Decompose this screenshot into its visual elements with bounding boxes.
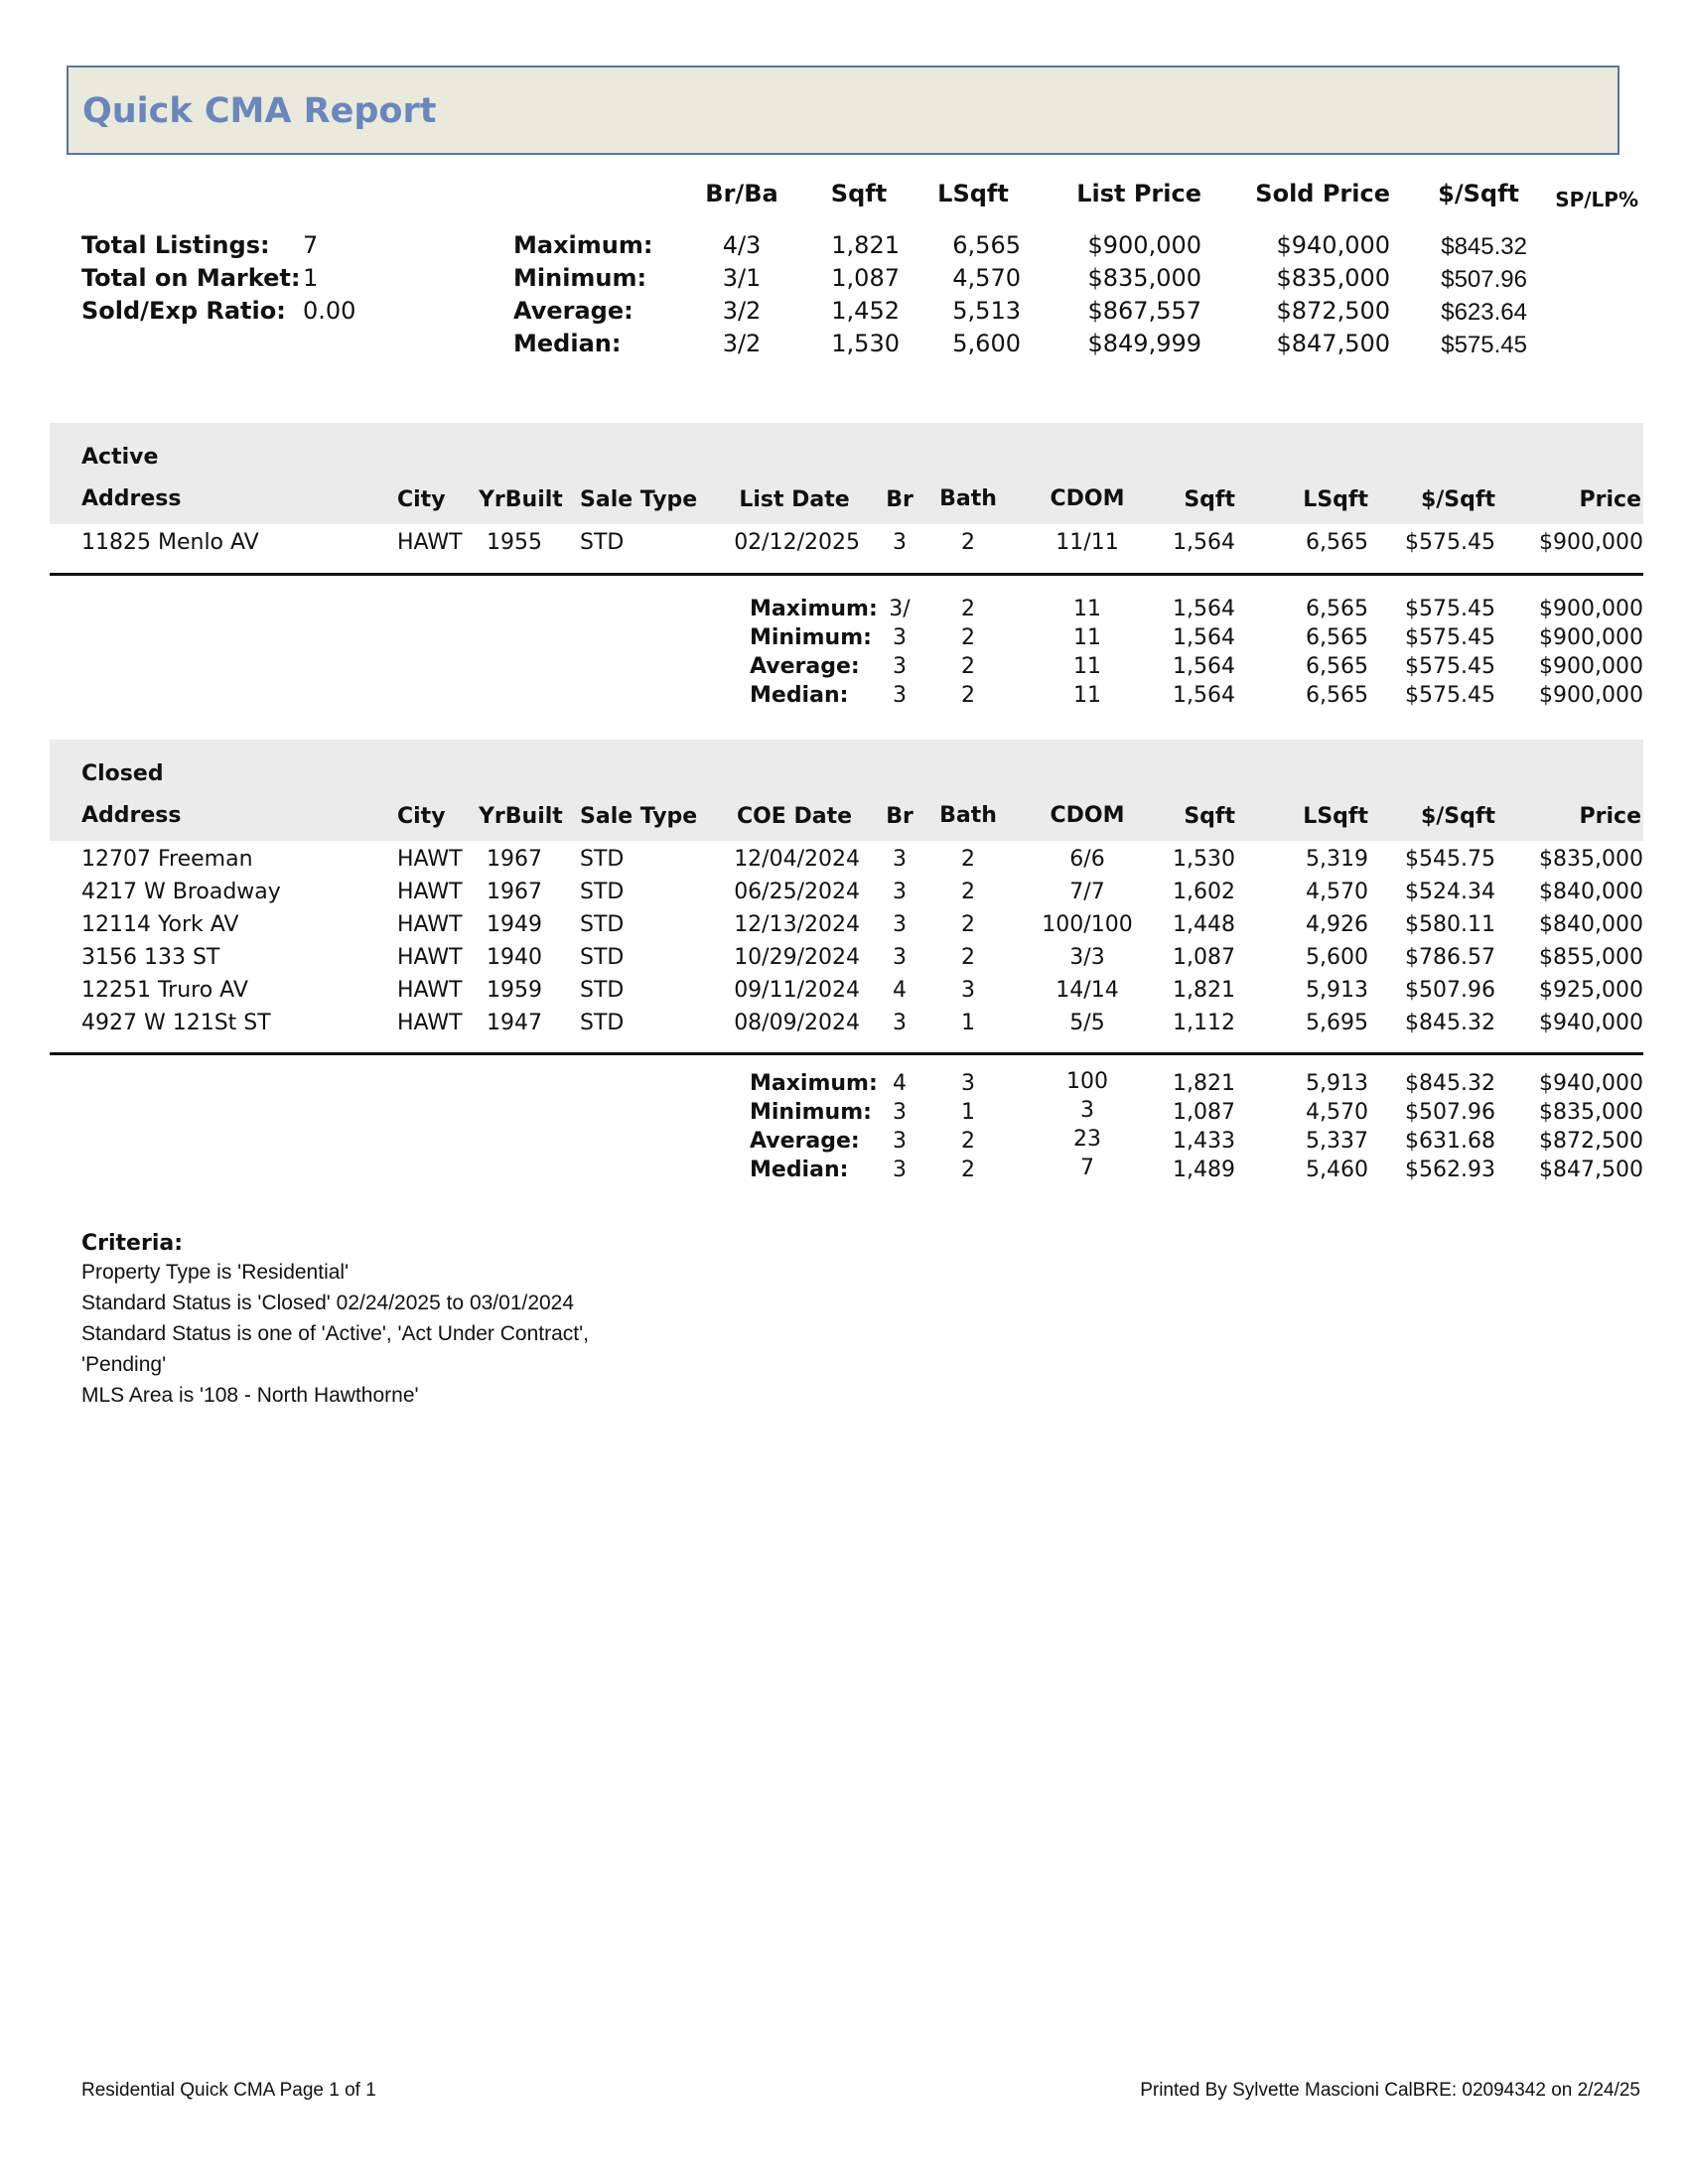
cell-city: HAWT [397,945,463,970]
cell-city: HAWT [397,880,463,904]
stat-label: Median: [513,330,622,357]
stat-label: Average: [750,654,860,679]
cell-price: $900,000 [1539,530,1643,555]
summary-col-lsqft: LSqft [937,180,1009,207]
stat-price-sqft: $631.68 [1405,1129,1495,1154]
total-listings-label: Total Listings: [81,231,270,259]
col-city: City [397,804,446,829]
cell-lsqft: 5,319 [1306,847,1368,872]
cell-br: 3 [893,530,907,555]
stat-lsqft: 5,913 [1306,1071,1368,1096]
stat-bath: 2 [961,625,975,650]
stat-price: $835,000 [1539,1100,1643,1125]
cell-price-sqft: $580.11 [1405,912,1495,937]
cell-lsqft: 6,565 [1306,530,1368,555]
cell-price-sqft: $507.96 [1405,978,1495,1003]
stat-price-sqft: $845.32 [1405,1071,1495,1096]
cell-sqft: 1,821 [1173,978,1235,1003]
stat-cdom: 11 [1073,654,1101,679]
cell-bath: 2 [961,912,975,937]
cell-sale-type: STD [580,978,625,1003]
stat-br: 3 [893,1129,907,1154]
cell-cdom: 7/7 [1069,880,1105,904]
stat-price-sqft: $575.45 [1441,332,1527,358]
cell-lsqft: 4,570 [1306,880,1368,904]
cell-sale-type: STD [580,880,625,904]
cell-bath: 2 [961,880,975,904]
cell-cdom: 11/11 [1055,530,1119,555]
cell-yrbuilt: 1959 [487,978,542,1003]
stat-price: $900,000 [1539,625,1643,650]
col-address: Address [81,486,182,511]
sold-exp-ratio-label: Sold/Exp Ratio: [81,297,286,325]
stat-list-price: $835,000 [1087,264,1201,292]
stat-price: $900,000 [1539,597,1643,621]
stat-label: Minimum: [513,264,647,292]
stat-lsqft: 5,460 [1306,1158,1368,1182]
stat-price: $940,000 [1539,1071,1643,1096]
stat-br-ba: 3/2 [722,297,762,325]
stat-bath: 2 [961,654,975,679]
cell-address: 3156 133 ST [81,945,220,970]
stat-price-sqft: $562.93 [1405,1158,1495,1182]
stat-price: $872,500 [1539,1129,1643,1154]
col-sqft: Sqft [1184,804,1235,829]
stat-br: 3 [893,625,907,650]
cell-sqft: 1,602 [1173,880,1235,904]
cell-cdom: 100/100 [1042,912,1133,937]
col-sale-type: Sale Type [580,804,698,829]
col-lsqft: LSqft [1303,487,1368,512]
stat-price-sqft: $575.45 [1405,625,1495,650]
col-lsqft: LSqft [1303,804,1368,829]
stat-sqft: 1,564 [1173,625,1235,650]
cell-price-sqft: $575.45 [1405,530,1495,555]
stat-price: $847,500 [1539,1158,1643,1182]
cell-bath: 2 [961,847,975,872]
cell-bath: 3 [961,978,975,1003]
cell-br: 3 [893,945,907,970]
cell-price: $940,000 [1539,1011,1643,1035]
stat-price-sqft: $507.96 [1441,266,1527,293]
cell-price: $840,000 [1539,880,1643,904]
cell-address: 12707 Freeman [81,847,253,872]
stat-bath: 2 [961,597,975,621]
cell-date: 02/12/2025 [734,530,860,555]
cell-date: 12/04/2024 [734,847,860,872]
cell-br: 3 [893,912,907,937]
cell-date: 09/11/2024 [734,978,860,1003]
stat-cdom: 100 [1066,1069,1108,1094]
col-price-sqft: $/Sqft [1420,487,1495,512]
cell-sqft: 1,087 [1173,945,1235,970]
cell-sale-type: STD [580,912,625,937]
cell-bath: 2 [961,945,975,970]
stat-label: Average: [513,297,633,325]
stat-list-price: $900,000 [1087,231,1201,259]
col-sqft: Sqft [1184,487,1235,512]
stat-label: Maximum: [750,597,878,621]
cell-sale-type: STD [580,847,625,872]
stat-lsqft: 6,565 [1306,654,1368,679]
cell-price: $855,000 [1539,945,1643,970]
stat-br-ba: 4/3 [722,231,762,259]
total-listings-value: 7 [303,231,319,259]
criteria-line: Standard Status is one of 'Active', 'Act Under Contract', [81,1322,589,1345]
cell-date: 08/09/2024 [734,1011,860,1035]
cell-sqft: 1,530 [1173,847,1235,872]
col-city: City [397,487,446,512]
cell-br: 3 [893,847,907,872]
total-on-market-label: Total on Market: [81,264,301,292]
stat-label: Minimum: [750,625,872,650]
cell-sale-type: STD [580,530,625,555]
stat-bath: 2 [961,683,975,708]
stat-br: 3 [893,654,907,679]
cell-sale-type: STD [580,945,625,970]
stat-lsqft: 6,565 [1306,597,1368,621]
cell-cdom: 6/6 [1069,847,1105,872]
cell-date: 06/25/2024 [734,880,860,904]
col-bath: Bath [939,803,997,828]
stat-price-sqft: $575.45 [1405,597,1495,621]
page-title: Quick CMA Report [82,91,437,131]
stat-list-price: $849,999 [1087,330,1201,357]
stat-lsqft: 4,570 [1306,1100,1368,1125]
stat-lsqft: 5,600 [952,330,1021,357]
stat-sold-price: $847,500 [1276,330,1390,357]
stat-price-sqft: $507.96 [1405,1100,1495,1125]
summary-col-sold-price: Sold Price [1255,180,1390,207]
cell-yrbuilt: 1947 [487,1011,542,1035]
stat-br-ba: 3/1 [722,264,762,292]
footer-printed-by: Printed By Sylvette Mascioni CalBRE: 02094342 on 2/24/25 [1140,2080,1640,2101]
summary-col-br-ba: Br/Ba [705,180,778,207]
cell-price-sqft: $786.57 [1405,945,1495,970]
cell-br: 3 [893,1011,907,1035]
stat-label: Median: [750,1158,849,1182]
col-coe-date: COE Date [736,804,853,829]
cell-price-sqft: $524.34 [1405,880,1495,904]
stat-price-sqft: $623.64 [1441,299,1527,326]
stat-cdom: 11 [1073,683,1101,708]
cell-cdom: 3/3 [1069,945,1105,970]
stat-sqft: 1,821 [1173,1071,1235,1096]
col-price-sqft: $/Sqft [1420,804,1495,829]
stat-bath: 2 [961,1158,975,1182]
stat-sqft: 1,564 [1173,683,1235,708]
stat-lsqft: 6,565 [952,231,1021,259]
stat-list-price: $867,557 [1087,297,1201,325]
summary-col-sp-lp: SP/LP% [1555,188,1638,211]
col-bath: Bath [939,486,997,511]
summary-col-list-price: List Price [1076,180,1201,207]
stat-sqft: 1,564 [1173,654,1235,679]
cell-price-sqft: $545.75 [1405,847,1495,872]
closed-divider [50,1052,1643,1055]
cell-price: $835,000 [1539,847,1643,872]
col-cdom: CDOM [1050,486,1125,511]
stat-lsqft: 5,337 [1306,1129,1368,1154]
stat-label: Minimum: [750,1100,872,1125]
stat-sqft: 1,452 [831,297,900,325]
stat-sqft: 1,564 [1173,597,1235,621]
stat-lsqft: 4,570 [952,264,1021,292]
sold-exp-ratio-value: 0.00 [303,297,356,325]
summary-col-price-sqft: $/Sqft [1438,180,1519,207]
cell-sqft: 1,112 [1173,1011,1235,1035]
cell-address: 11825 Menlo AV [81,530,259,555]
closed-section-label: Closed [81,761,164,786]
cell-city: HAWT [397,530,463,555]
cell-city: HAWT [397,847,463,872]
cell-yrbuilt: 1940 [487,945,542,970]
stat-sold-price: $835,000 [1276,264,1390,292]
cell-lsqft: 5,600 [1306,945,1368,970]
cell-yrbuilt: 1955 [487,530,542,555]
cell-sqft: 1,448 [1173,912,1235,937]
summary-col-sqft: Sqft [830,180,888,207]
cell-price: $840,000 [1539,912,1643,937]
stat-sqft: 1,433 [1173,1129,1235,1154]
criteria-label: Criteria: [81,1231,184,1256]
stat-sqft: 1,530 [831,330,900,357]
stat-bath: 2 [961,1129,975,1154]
stat-cdom: 11 [1073,625,1101,650]
cell-address: 4927 W 121St ST [81,1011,271,1035]
stat-price-sqft: $845.32 [1441,233,1527,260]
col-price: Price [1579,487,1641,512]
stat-sold-price: $940,000 [1276,231,1390,259]
col-cdom: CDOM [1050,803,1125,828]
stat-cdom: 3 [1080,1098,1094,1123]
stat-label: Median: [750,683,849,708]
active-section-label: Active [81,445,159,470]
criteria-line: Property Type is 'Residential' [81,1261,350,1284]
cell-cdom: 14/14 [1055,978,1119,1003]
cell-date: 10/29/2024 [734,945,860,970]
stat-cdom: 11 [1073,597,1101,621]
cell-cdom: 5/5 [1069,1011,1105,1035]
col-price: Price [1579,804,1641,829]
cell-yrbuilt: 1967 [487,880,542,904]
stat-bath: 3 [961,1071,975,1096]
col-br: Br [886,804,914,829]
stat-lsqft: 6,565 [1306,683,1368,708]
col-list-date: List Date [739,487,850,512]
cell-sale-type: STD [580,1011,625,1035]
col-address: Address [81,803,182,828]
cell-lsqft: 4,926 [1306,912,1368,937]
cell-city: HAWT [397,912,463,937]
active-divider [50,573,1643,576]
cell-lsqft: 5,913 [1306,978,1368,1003]
title-banner [67,66,1619,155]
stat-sqft: 1,821 [831,231,900,259]
stat-label: Maximum: [513,231,653,259]
stat-sqft: 1,489 [1173,1158,1235,1182]
stat-price: $900,000 [1539,654,1643,679]
criteria-line: 'Pending' [81,1353,167,1376]
col-sale-type: Sale Type [580,487,698,512]
stat-br: 3 [893,683,907,708]
cell-address: 12251 Truro AV [81,978,248,1003]
criteria-line: MLS Area is '108 - North Hawthorne' [81,1384,419,1407]
stat-br: 3 [893,1100,907,1125]
col-yrbuilt: YrBuilt [479,487,563,512]
stat-br-ba: 3/2 [722,330,762,357]
footer-page-info: Residential Quick CMA Page 1 of 1 [81,2080,376,2101]
stat-price-sqft: $575.45 [1405,654,1495,679]
cell-sqft: 1,564 [1173,530,1235,555]
cell-address: 12114 York AV [81,912,239,937]
stat-sold-price: $872,500 [1276,297,1390,325]
cell-bath: 1 [961,1011,975,1035]
stat-sqft: 1,087 [1173,1100,1235,1125]
cell-city: HAWT [397,978,463,1003]
cell-lsqft: 5,695 [1306,1011,1368,1035]
stat-label: Maximum: [750,1071,878,1096]
cell-yrbuilt: 1967 [487,847,542,872]
cell-city: HAWT [397,1011,463,1035]
stat-sqft: 1,087 [831,264,900,292]
stat-cdom: 23 [1073,1127,1101,1152]
cell-date: 12/13/2024 [734,912,860,937]
col-br: Br [886,487,914,512]
cell-price-sqft: $845.32 [1405,1011,1495,1035]
stat-br: 3/ [889,597,911,621]
stat-lsqft: 6,565 [1306,625,1368,650]
cell-yrbuilt: 1949 [487,912,542,937]
cell-address: 4217 W Broadway [81,880,281,904]
cell-bath: 2 [961,530,975,555]
stat-br: 3 [893,1158,907,1182]
cell-price: $925,000 [1539,978,1643,1003]
stat-lsqft: 5,513 [952,297,1021,325]
criteria-line: Standard Status is 'Closed' 02/24/2025 to 03/01/2024 [81,1292,575,1314]
cell-br: 3 [893,880,907,904]
stat-br: 4 [893,1071,907,1096]
total-on-market-value: 1 [303,264,319,292]
stat-label: Average: [750,1129,860,1154]
cell-br: 4 [893,978,907,1003]
stat-bath: 1 [961,1100,975,1125]
stat-price-sqft: $575.45 [1405,683,1495,708]
col-yrbuilt: YrBuilt [479,804,563,829]
stat-cdom: 7 [1080,1156,1094,1180]
stat-price: $900,000 [1539,683,1643,708]
